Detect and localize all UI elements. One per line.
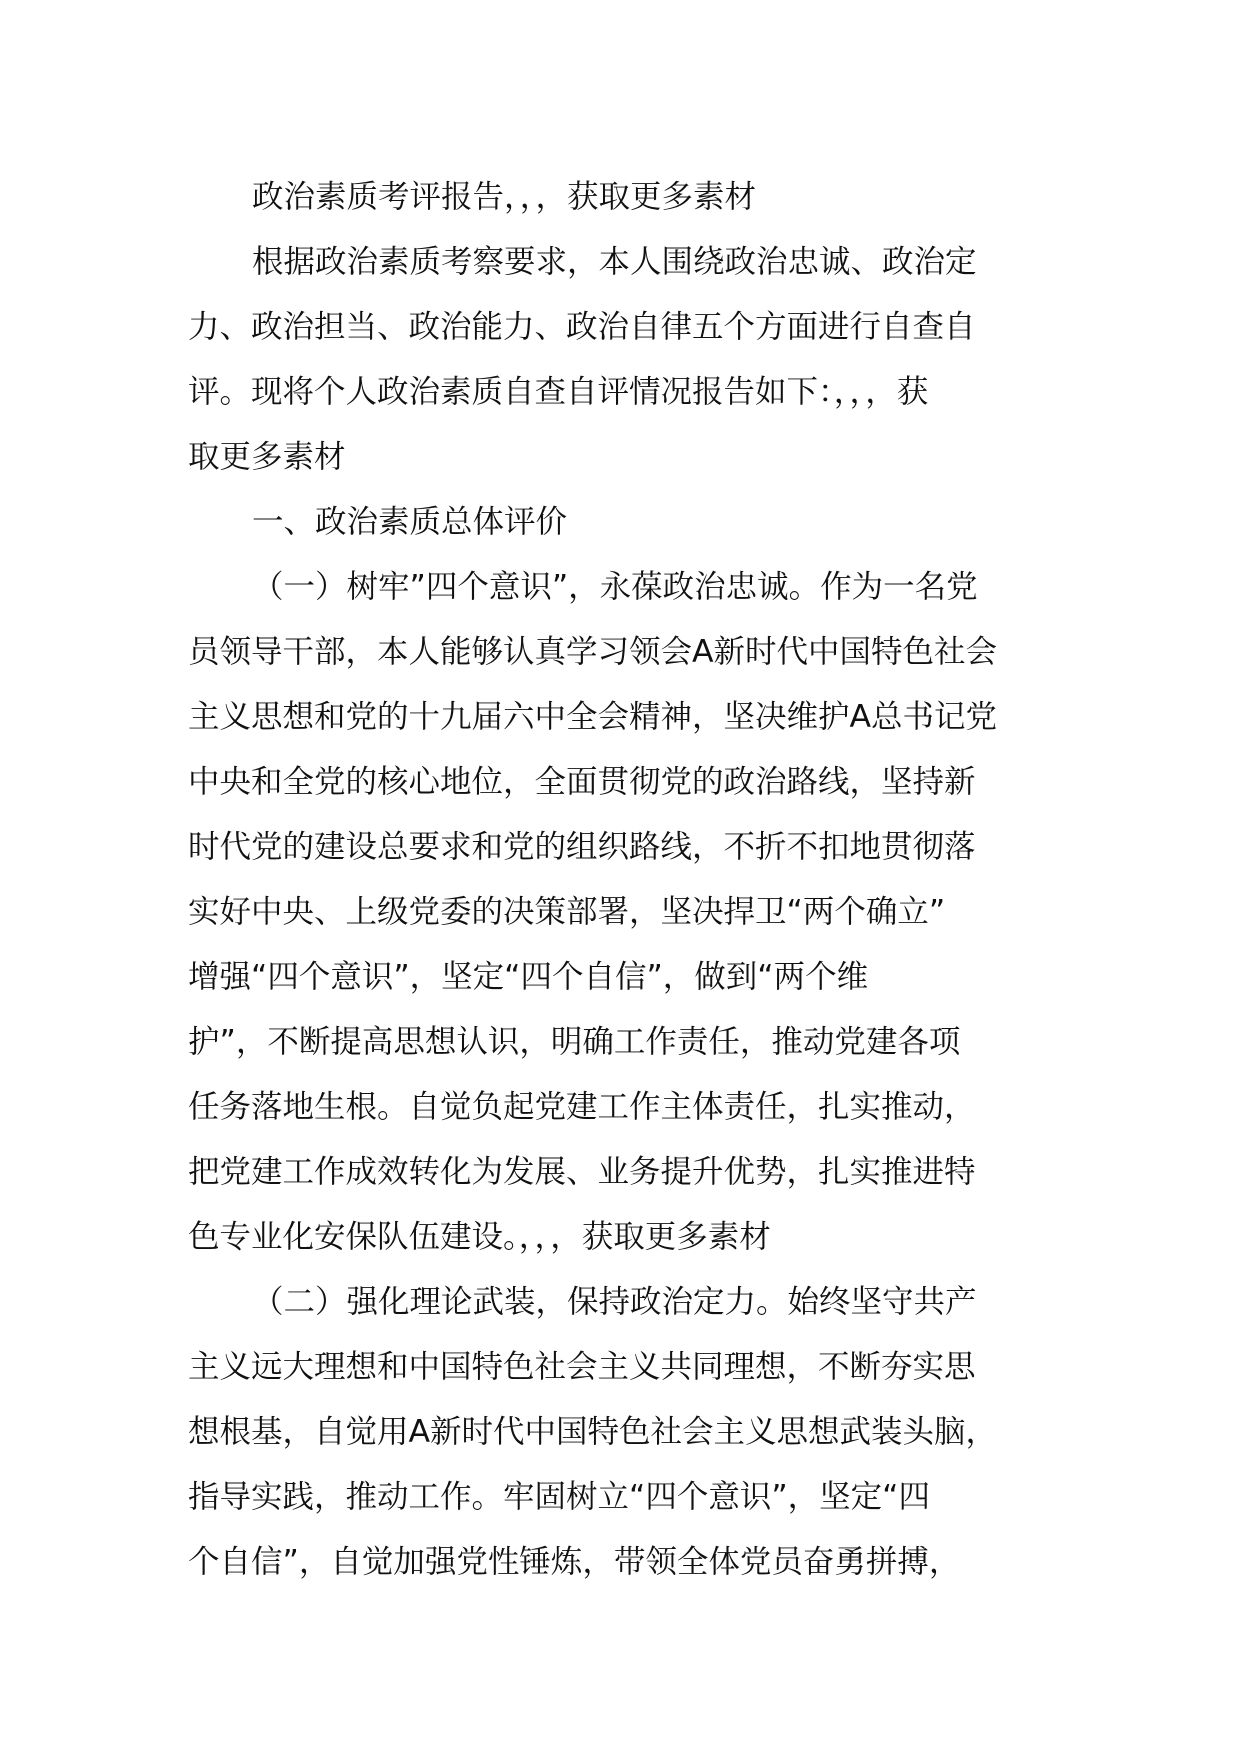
paragraph-line: 把党建工作成效转化为发展、业务提升优势，扎实推进特 bbox=[188, 1154, 976, 1190]
paragraph-line: 增强“四个意识”，坚定“四个自信”，做到“两个维 bbox=[188, 959, 869, 995]
report-title-line: 政治素质考评报告，，，获取更多素材 bbox=[252, 179, 757, 215]
paragraph-line: 力、政治担当、政治能力、政治自律五个方面进行自查自 bbox=[188, 309, 976, 345]
paragraph-line: 实好中央、上级党委的决策部署，坚决捍卫“两个确立” bbox=[188, 894, 946, 930]
paragraph-line: 中央和全党的核心地位，全面贯彻党的政治路线，坚持新 bbox=[188, 764, 976, 800]
paragraph-line: 色专业化安保队伍建设。，，，获取更多素材 bbox=[188, 1219, 771, 1255]
paragraph-line: 评。现将个人政治素质自查自评情况报告如下：，，，获 bbox=[188, 374, 929, 410]
paragraph-line: 主义远大理想和中国特色社会主义共同理想，不断夯实思 bbox=[188, 1349, 976, 1385]
document-body bbox=[188, 165, 1052, 1595]
paragraph-line: （二）强化理论武装，保持政治定力。始终坚守共产 bbox=[252, 1284, 977, 1320]
section-heading: 一、政治素质总体评价 bbox=[252, 504, 568, 540]
paragraph-line: 护”，不断提高思想认识，明确工作责任，推动党建各项 bbox=[188, 1024, 961, 1060]
paragraph-line: 员领导干部，本人能够认真学习领会A新时代中国特色社会 bbox=[188, 634, 998, 670]
paragraph-line: 时代党的建设总要求和党的组织路线，不折不扣地贯彻落 bbox=[188, 829, 976, 865]
paragraph-line: 想根基，自觉用A新时代中国特色社会主义思想武装头脑， bbox=[188, 1414, 998, 1450]
paragraph-line: 主义思想和党的十九届六中全会精神，坚决维护A总书记党 bbox=[188, 699, 998, 735]
paragraph-line: 指导实践，推动工作。牢固树立“四个意识”，坚定“四 bbox=[188, 1479, 930, 1515]
paragraph-line: 根据政治素质考察要求，本人围绕政治忠诚、政治定 bbox=[252, 244, 977, 280]
paragraph-line: 个自信”，自觉加强党性锤炼，带领全体党员奋勇拼搏， bbox=[188, 1544, 961, 1580]
paragraph-line: 任务落地生根。自觉负起党建工作主体责任，扎实推动， bbox=[188, 1089, 976, 1125]
paragraph-line: （一）树牢”四个意识”，永葆政治忠诚。作为一名党 bbox=[252, 569, 978, 605]
paragraph-line: 取更多素材 bbox=[188, 439, 346, 475]
